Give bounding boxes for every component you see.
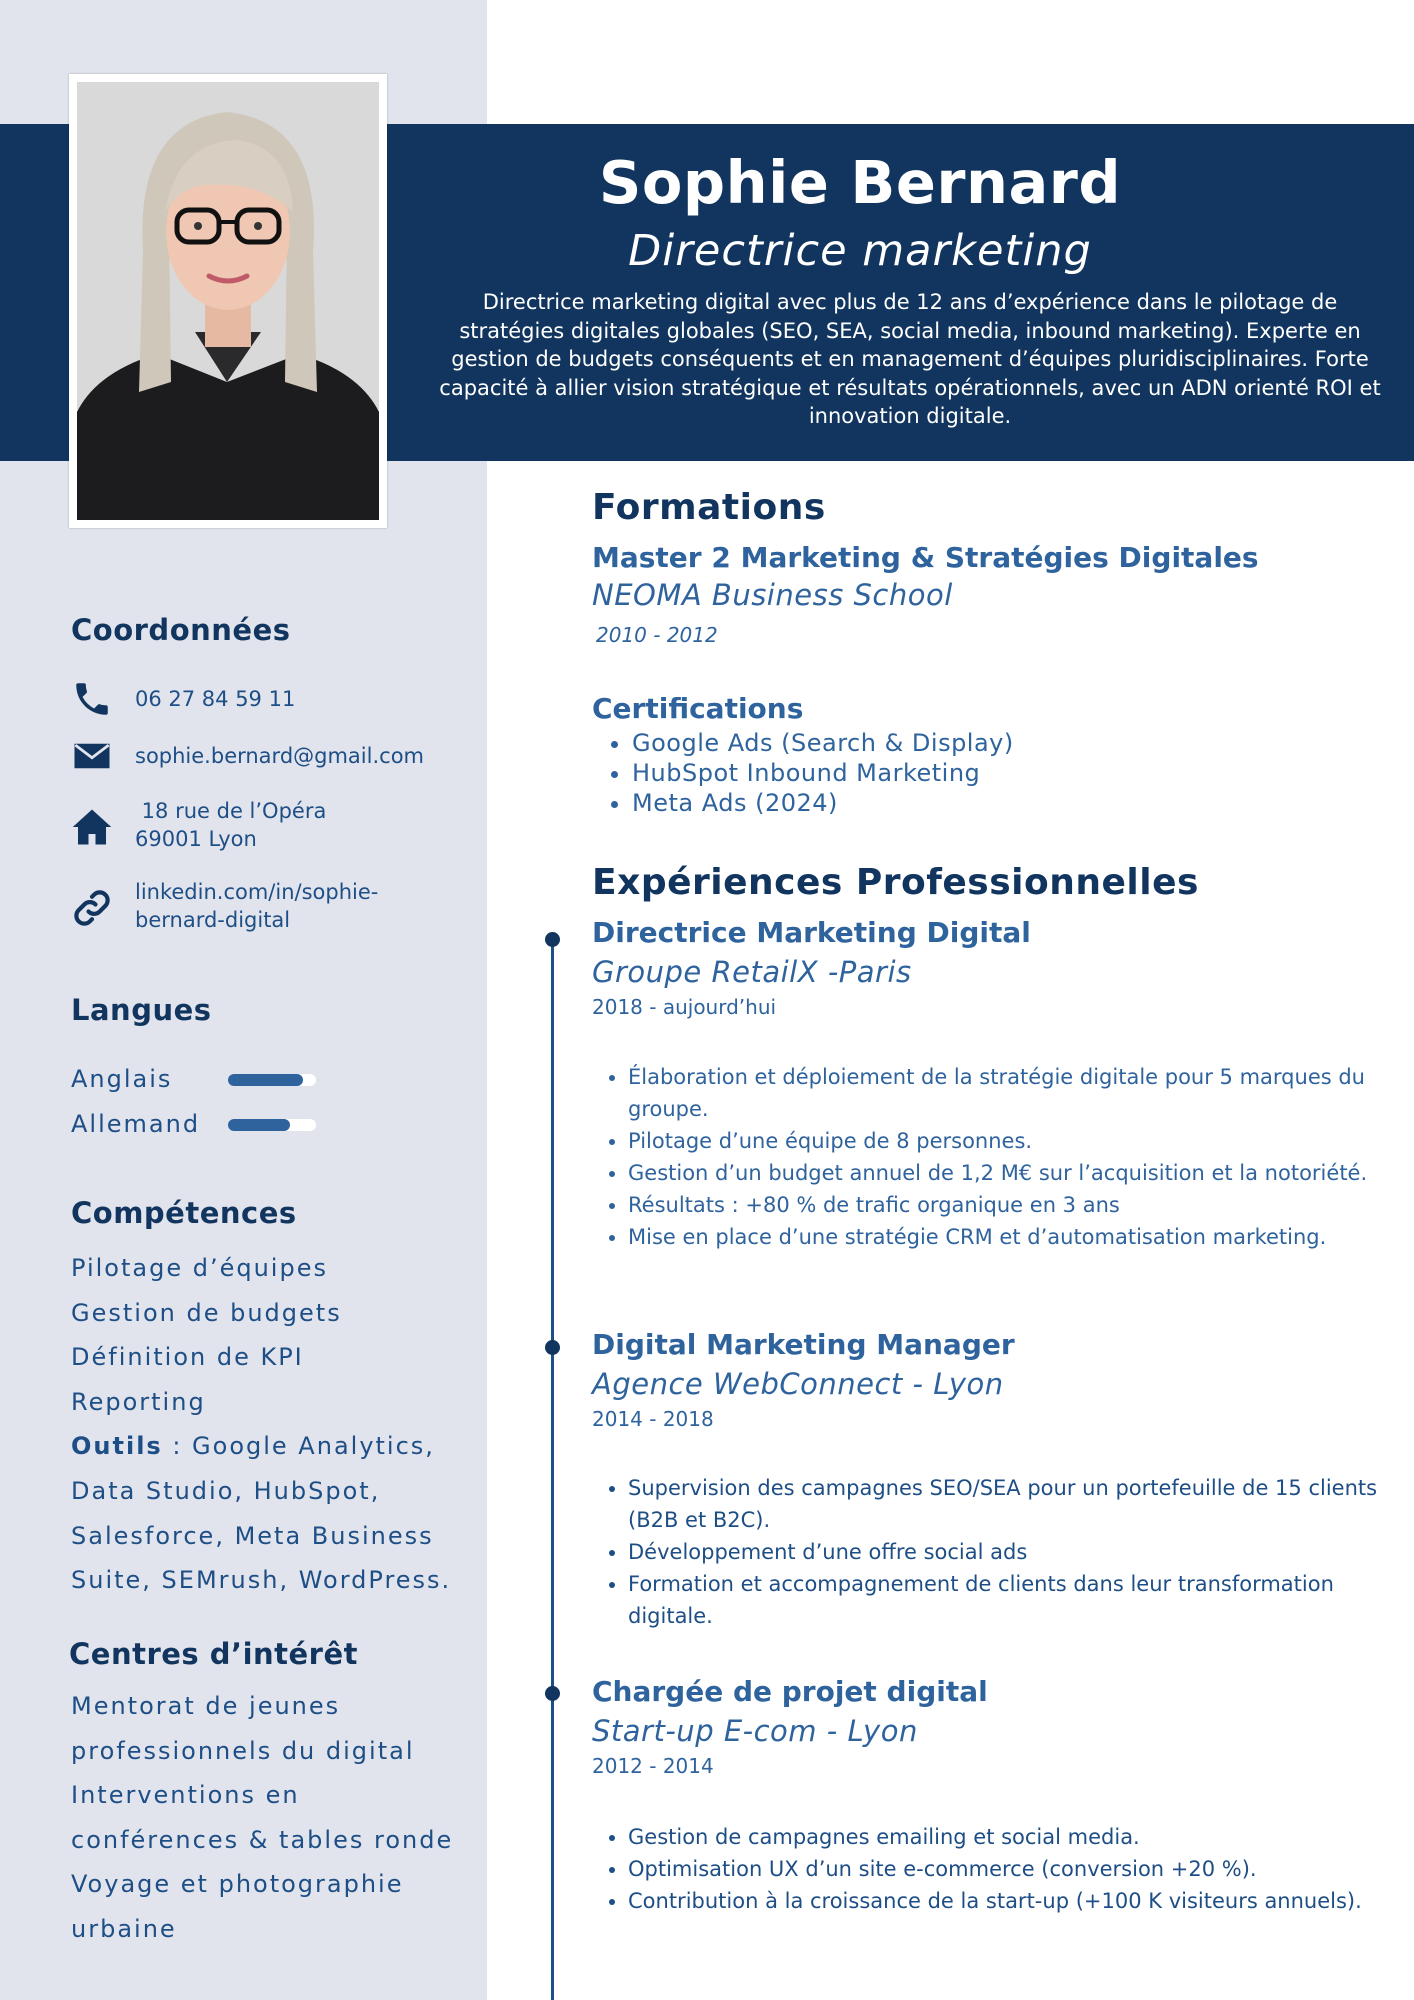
interest-line: Interventions en — [71, 1781, 300, 1810]
interest-line: conférences & tables ronde — [71, 1825, 454, 1854]
company-name: Groupe RetailX -Paris — [592, 955, 912, 989]
tools-label: Outils — [71, 1432, 163, 1461]
contact-heading: Coordonnées — [71, 613, 291, 647]
job-dates: 2014 - 2018 — [592, 1407, 714, 1431]
job-bullet: • Mise en place d’une stratégie CRM et d’automatisation marketing. — [628, 1221, 1388, 1253]
linkedin-line-2: bernard-digital — [135, 908, 291, 932]
job-bullet: • Contribution à la croissance de la start-up (+100 K visiteurs annuels). — [628, 1885, 1388, 1917]
skill-item: Pilotage d’équipes — [71, 1254, 328, 1282]
job-title: Chargée de projet digital — [592, 1675, 988, 1708]
job-bullet: • Gestion de campagnes emailing et social media. — [628, 1821, 1388, 1853]
language-level-bar — [228, 1119, 316, 1131]
linkedin-link[interactable] — [135, 878, 378, 934]
job-bullets — [592, 1472, 1388, 1632]
profile-photo — [69, 74, 387, 528]
interest-line: Voyage et photographie — [71, 1870, 404, 1899]
job-title: Directrice Marketing Digital — [592, 916, 1031, 949]
timeline-line — [551, 938, 554, 2000]
job-bullet: • Optimisation UX d’un site e-commerce (conversion +20 %). — [628, 1853, 1388, 1885]
address-line-2: 69001 Lyon — [135, 827, 257, 851]
education-dates: 2010 - 2012 — [596, 623, 718, 647]
email-row — [71, 735, 424, 777]
phone-row — [71, 678, 295, 720]
tools-line: Suite, SEMrush, WordPress. — [71, 1566, 452, 1595]
job-title: Directrice marketing — [628, 226, 1092, 276]
job-bullet: • Gestion d’un budget annuel de 1,2 M€ sur l’acquisition et la notoriété. — [628, 1157, 1388, 1189]
interest-line: urbaine — [71, 1914, 177, 1943]
timeline-dot — [545, 932, 560, 947]
language-label: Allemand — [71, 1110, 201, 1138]
skill-item: Gestion de budgets — [71, 1298, 342, 1327]
interest-line: professionnels du digital — [71, 1736, 415, 1765]
language-level-bar — [228, 1074, 316, 1086]
certification-item: • Meta Ads (2024) — [632, 788, 1014, 818]
job-title: Digital Marketing Manager — [592, 1328, 1015, 1361]
school-name: NEOMA Business School — [592, 578, 953, 612]
company-name: Agence WebConnect - Lyon — [592, 1367, 1004, 1401]
job-bullet: • Résultats : +80 % de trafic organique en 3 ans — [628, 1189, 1388, 1221]
interests-heading: Centres d’intérêt — [69, 1637, 359, 1671]
linkedin-row — [71, 878, 378, 934]
mail-icon — [71, 735, 113, 777]
address-line-1: 18 rue de l’Opéra — [135, 799, 327, 823]
certifications-heading: Certifications — [592, 692, 804, 725]
skills-heading: Compétences — [71, 1196, 297, 1230]
skills-list — [71, 1246, 471, 1603]
phone-icon — [71, 678, 113, 720]
skill-item: Reporting — [71, 1387, 206, 1416]
job-bullet: • Développement d’une offre social ads — [628, 1536, 1388, 1568]
job-bullet: • Formation et accompagnement de clients dans leur transformation digitale. — [628, 1568, 1388, 1632]
address-row — [71, 797, 326, 853]
job-dates: 2018 - aujourd’hui — [592, 995, 777, 1019]
job-bullets — [592, 1821, 1388, 1917]
candidate-name: Sophie Bernard — [598, 148, 1122, 217]
tools-line: Data Studio, HubSpot, — [71, 1476, 381, 1505]
timeline-dot — [545, 1340, 560, 1355]
tools-line: Salesforce, Meta Business — [71, 1521, 434, 1550]
certification-item: • HubSpot Inbound Marketing — [632, 758, 1014, 788]
certification-item: • Google Ads (Search & Display) — [632, 728, 1014, 758]
job-bullet: • Élaboration et déploiement de la stratégie digitale pour 5 marques du groupe. — [628, 1061, 1388, 1125]
tools-line — [71, 1424, 471, 1469]
profile-summary: Directrice marketing digital avec plus de 12 ans d’expérience dans le pilotage de stratégies digitales globales (SEO, SEA, social media, inbound marketing). Experte en gestion de budgets conséquents et en management d’équipes pluridisciplinaires. Forte capacité à allier vision stratégique et résultats opérationnels, avec un ADN orienté ROI et innovation digitale. — [439, 290, 1381, 428]
language-label: Anglais — [71, 1065, 173, 1093]
home-icon — [71, 806, 113, 848]
job-bullet: • Pilotage d’une équipe de 8 personnes. — [628, 1125, 1388, 1157]
linkedin-line-1: linkedin.com/in/sophie- — [135, 880, 379, 904]
interests-list — [71, 1684, 471, 1952]
languages-heading: Langues — [71, 993, 212, 1027]
job-bullet: • Supervision des campagnes SEO/SEA pour un portefeuille de 15 clients (B2B et B2C). — [628, 1472, 1388, 1536]
education-heading: Formations — [592, 487, 826, 528]
company-name: Start-up E-com - Lyon — [592, 1714, 918, 1748]
job-dates: 2012 - 2014 — [592, 1754, 714, 1778]
certifications-list — [592, 728, 1014, 818]
phone-number[interactable]: 06 27 84 59 11 — [135, 687, 296, 711]
tools-text: : Google Analytics, — [162, 1432, 435, 1461]
degree-title: Master 2 Marketing & Stratégies Digitales — [592, 541, 1259, 574]
skill-item: Définition de KPI — [71, 1343, 304, 1372]
timeline-dot — [545, 1686, 560, 1701]
interest-line: Mentorat de jeunes — [71, 1692, 341, 1720]
link-icon — [71, 887, 113, 929]
experience-heading: Expériences Professionnelles — [592, 862, 1199, 903]
job-bullets — [592, 1061, 1388, 1253]
email-address[interactable]: sophie.bernard@gmail.com — [135, 744, 424, 768]
